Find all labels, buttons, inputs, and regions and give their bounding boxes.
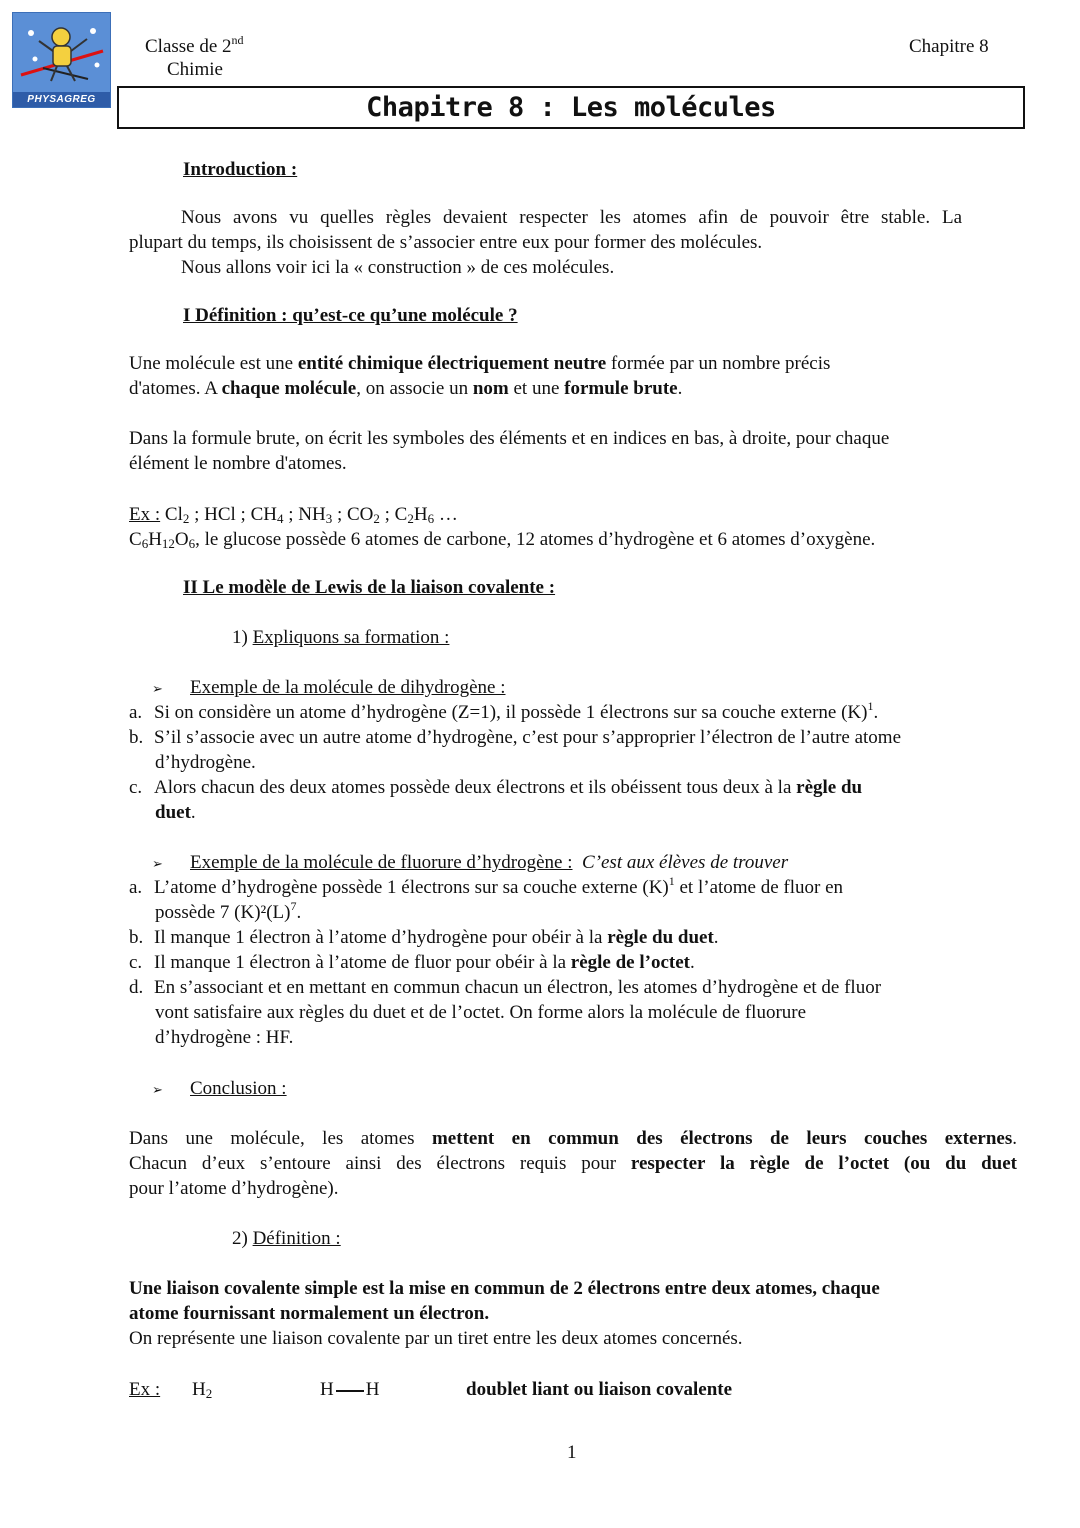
page-number: 1: [567, 1442, 577, 1463]
ex_formulas-subscript: 2: [407, 511, 414, 526]
subsection2-heading: 2) Définition :: [232, 1228, 341, 1249]
intro-paragraph-2: Nous allons voir ici la « construction » de ces molécules.: [181, 257, 615, 278]
section1-paragraph2-line2: élément le nombre d'atomes.: [129, 453, 347, 474]
arrow-bullet-icon: ➢: [152, 1083, 163, 1098]
intro-paragraph-line2: plupart du temps, ils choisissent de s’associer entre eux pour former des molécules.: [129, 232, 763, 253]
section1-heading: I Définition : qu’est-ce qu’une molécule ?: [183, 305, 518, 326]
example1-item-c-line1: c. Alors chacun des deux atomes possède deux électrons et ils obéissent tous deux à la règle du: [129, 777, 863, 798]
h2-lewis-structure: H H: [320, 1379, 380, 1400]
example2-item-d-line1: d. En s’associant et en mettant en commun chacun un électron, les atomes d’hydrogène et de fluor: [129, 977, 882, 998]
subject-label: Chimie: [167, 59, 223, 80]
glucose-symbol: O: [174, 529, 189, 550]
conclusion-line3: pour l’atome d’hydrogène).: [129, 1178, 339, 1199]
section1-paragraph1-line1: Une molécule est une entité chimique électriquement neutre formée par un nombre précis: [129, 353, 831, 374]
example2-heading: ➢ Exemple de la molécule de fluorure d’hydrogène : C’est aux élèves de trouver: [152, 850, 788, 877]
ex_formulas-symbol: ; HCl ; CH: [189, 504, 277, 525]
formula-examples: Ex : $Cl_2$ ; HCl ; $CH_4$ ; $NH_3$ ; $CO_2$ ; $C_2H_6$ …: [129, 504, 458, 526]
intro-heading: Introduction :: [183, 159, 298, 180]
arrow-bullet-icon: ➢: [152, 857, 163, 872]
h2-caption: doublet liant ou liaison covalente: [466, 1379, 733, 1400]
definition-line2: atome fournissant normalement un électron.: [129, 1303, 490, 1324]
subsection1-heading: 1) Expliquons sa formation :: [232, 627, 450, 648]
example1-item-b-line2: d’hydrogène.: [155, 752, 256, 773]
section1-paragraph1-line2: d'atomes. A chaque molécule, on associe un nom et une formule brute.: [129, 378, 683, 399]
ex_formulas-subscript: 6: [427, 511, 435, 526]
ex_formulas-subscript: 2: [373, 511, 380, 526]
chapter-label: Chapitre 8: [909, 36, 989, 57]
definition-line3: On représente une liaison covalente par un tiret entre les deux atomes concernés.: [129, 1328, 743, 1349]
example2-item-c: c. Il manque 1 électron à l’atome de fluor pour obéir à la règle de l’octet.: [129, 952, 695, 973]
ex_formulas-symbol: H: [413, 504, 428, 525]
ex_formulas-symbol: ; CO: [332, 504, 374, 525]
h2-formula: $H_2$: [192, 1379, 213, 1401]
example2-item-a-line2: possède 7 $(K)^2(L)^7$.: [155, 899, 302, 923]
conclusion-line2: Chacun d’eux s’entoure ainsi des électrons requis pour respecter la règle de l’octet (ou du duet: [129, 1153, 1018, 1174]
ex_formulas-symbol: Cl: [160, 504, 183, 525]
example2-item-a-line1: a. L’atome d’hydrogène possède 1 électrons sur sa couche externe $(K)^1$ et l’atome de fluor en: [129, 874, 844, 898]
arrow-bullet-icon: ➢: [152, 682, 163, 697]
ex_formulas-symbol: ; C: [379, 504, 408, 525]
ex_formulas-symbol: ; NH: [283, 504, 326, 525]
example1-heading: ➢ Exemple de la molécule de dihydrogène :: [152, 675, 506, 702]
glucose-subscript: 12: [161, 536, 175, 551]
glucose-line: $C_6H_{12}O_6$, le glucose possède 6 atomes de carbone, 12 atomes d’hydrogène et 6 atomes d’oxygène.: [129, 529, 876, 551]
ex_formulas-subscript: 3: [325, 511, 333, 526]
glucose-symbol: C: [129, 529, 142, 550]
ex_formulas-subscript: 4: [276, 511, 284, 526]
glucose-subscript: 6: [141, 536, 149, 551]
glucose-subscript: 6: [188, 536, 196, 551]
ex_formulas-subscript: 2: [182, 511, 190, 526]
conclusion-line1: Dans une molécule, les atomes mettent en commun des électrons de leurs couches externes.: [129, 1128, 1017, 1149]
example2-item-d-line2: vont satisfaire aux règles du duet et de l’octet. On forme alors la molécule de fluorure: [155, 1002, 807, 1023]
example2-item-b: b. Il manque 1 électron à l’atome d’hydrogène pour obéir à la règle du duet.: [129, 927, 719, 948]
covalent-bond-dash: [336, 1390, 364, 1392]
h2-example-label: Ex :: [129, 1379, 161, 1400]
ex_formulas-symbol: …: [434, 504, 458, 525]
definition-line1: Une liaison covalente simple est la mise en commun de 2 électrons entre deux atomes, chaque: [129, 1278, 880, 1299]
logo-caption: PHYSAGREG: [13, 92, 110, 107]
glucose-symbol: H: [148, 529, 162, 550]
example1-item-c-line2: duet.: [155, 802, 196, 823]
intro-paragraph-line1: Nous avons vu quelles règles devaient respecter les atomes afin de pouvoir être stable. La: [181, 207, 962, 228]
page-title: Chapitre 8 : Les molécules: [366, 92, 776, 123]
class-label: Classe de 2nd: [145, 33, 244, 57]
section2-heading: II Le modèle de Lewis de la liaison covalente :: [183, 577, 556, 598]
section1-paragraph2-line1: Dans la formule brute, on écrit les symboles des éléments et en indices en bas, à droite, pour chaque: [129, 428, 890, 449]
example1-item-b-line1: b. S’il s’associe avec un autre atome d’hydrogène, c’est pour s’approprier l’électron de l’autre atome: [129, 727, 902, 748]
glucose-formula: [129, 529, 195, 550]
title-box: [117, 86, 1025, 129]
physagreg-logo: [12, 12, 111, 108]
example1-item-a: a. Si on considère un atome d’hydrogène (Z=1), il possède 1 électrons sur sa couche externe $(K)^1$.: [129, 699, 879, 723]
logo-figure-icon: [13, 13, 110, 93]
example2-item-d-line3: d’hydrogène : HF.: [155, 1027, 294, 1048]
conclusion-heading: ➢ Conclusion :: [152, 1076, 287, 1103]
formula-list: [160, 504, 458, 525]
